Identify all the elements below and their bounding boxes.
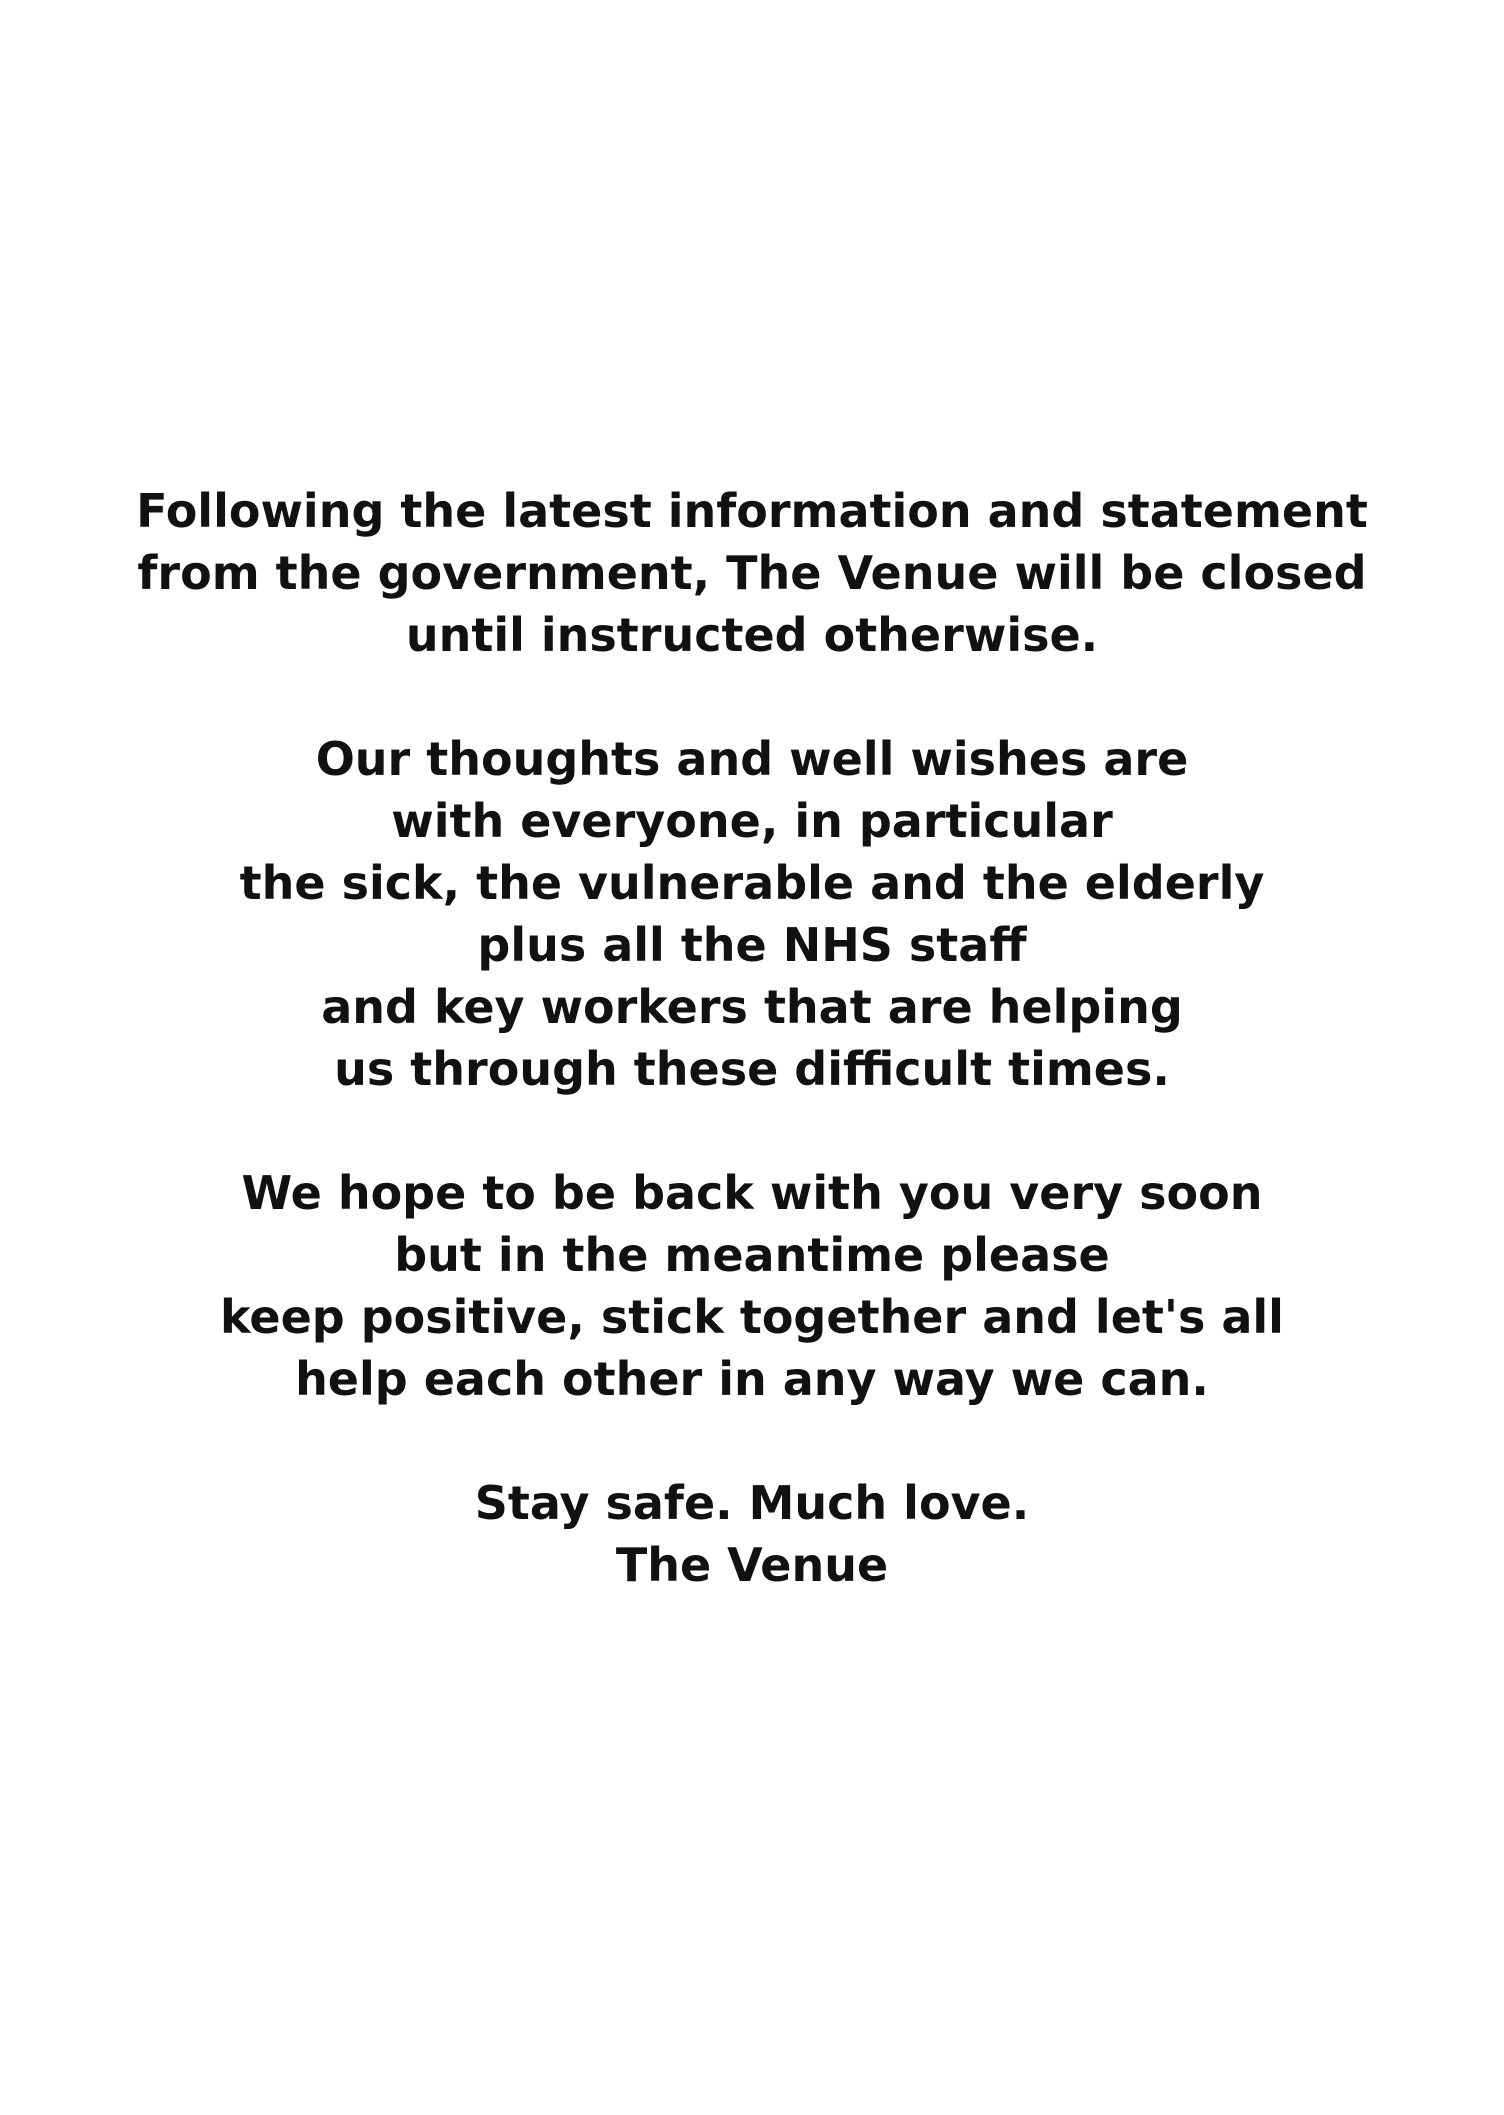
signature-line: The Venue [615, 1538, 889, 1592]
sign-off-paragraph [0, 1472, 1504, 1596]
notice-line: until instructed otherwise. [405, 608, 1099, 662]
notice-line: We hope to be back with you very soon [241, 1166, 1263, 1220]
notice-line: us through these difficult times. [334, 1042, 1170, 1096]
notice-line: but in the meantime please [394, 1228, 1110, 1282]
notice-line: Our thoughts and well wishes are [315, 732, 1189, 786]
hope-paragraph [0, 1162, 1504, 1410]
notice-line: keep positive, stick together and let's all [220, 1290, 1284, 1344]
notice-line: the sick, the vulnerable and the elderly [239, 856, 1265, 910]
notice-line: plus all the NHS staff [477, 918, 1027, 972]
notice-line: Following the latest information and statement [136, 484, 1368, 538]
notice-line: from the government, The Venue will be closed [137, 546, 1367, 600]
well-wishes-paragraph [0, 728, 1504, 1100]
notice-line: and key workers that are helping [321, 980, 1183, 1034]
notice-line: help each other in any way we can. [295, 1352, 1209, 1406]
closure-announcement-paragraph [0, 480, 1504, 666]
closure-notice [0, 480, 1504, 1596]
notice-line: with everyone, in particular [391, 794, 1113, 848]
notice-line: Stay safe. Much love. [474, 1476, 1030, 1530]
